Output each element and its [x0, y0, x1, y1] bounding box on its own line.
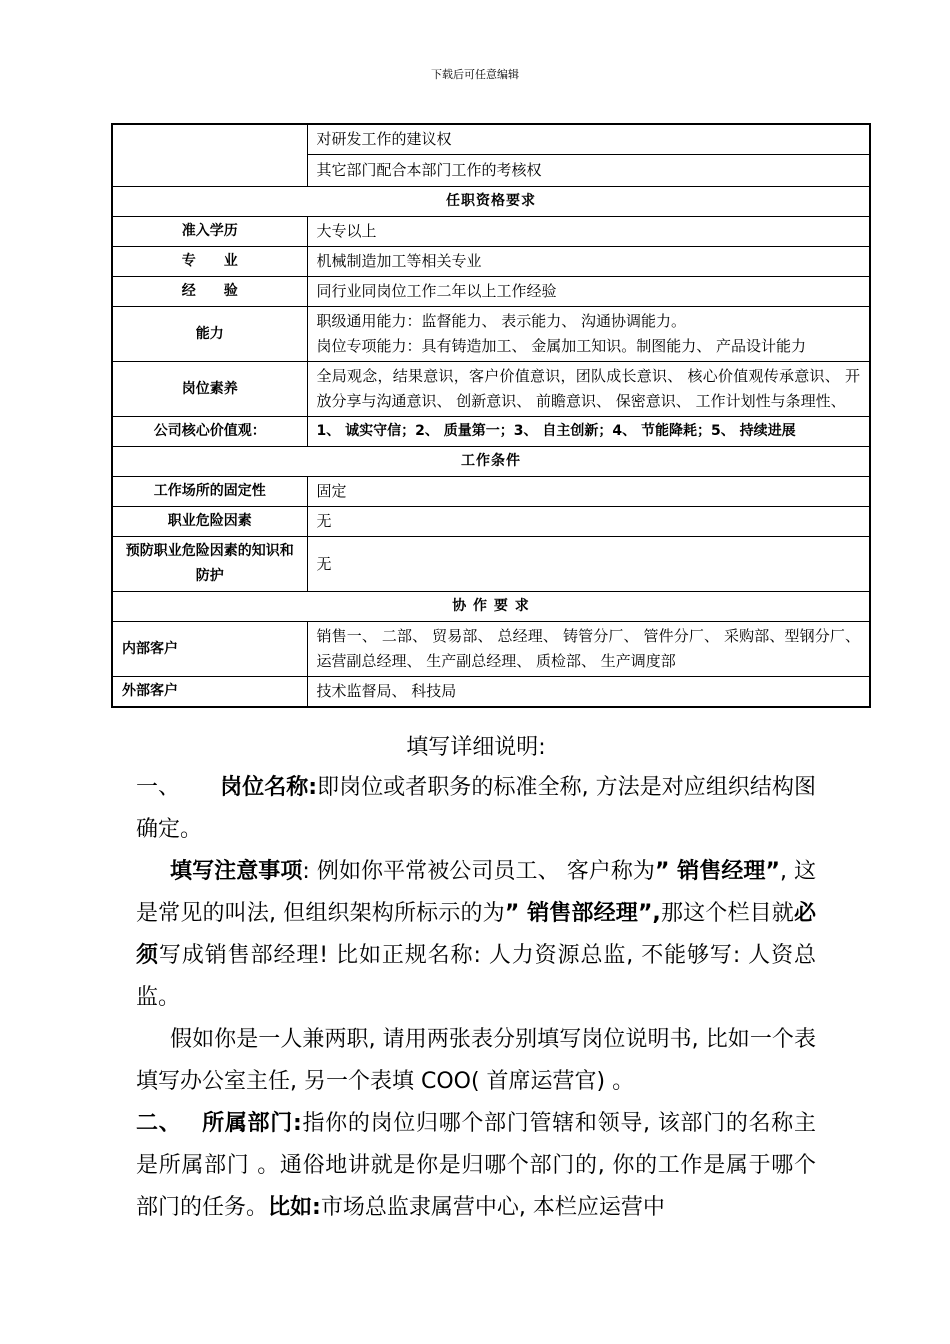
table-row [112, 124, 870, 155]
hazard-label: 职业危险因素 [112, 507, 307, 537]
section-one-text: 即岗位或者职务的标准全称, 方法是对应组织结构图确定。 [136, 775, 816, 842]
external-clients-value: 技术监督局、 科技局 [307, 677, 870, 708]
section-one-number: 一、 [136, 775, 181, 800]
instructions-section [136, 730, 816, 1229]
note-text-b: , 这是常见的叫法, 但组织架构所标示的为 [136, 859, 816, 926]
section-title-conditions: 工作条件 [112, 447, 870, 477]
table-row [112, 277, 870, 307]
major-value: 机械制造加工等相关专业 [307, 247, 870, 277]
literacy-label: 岗位素养 [112, 362, 307, 417]
note-text-c: 那这个栏目就 [660, 901, 794, 926]
section-two-tail: 市场总监隶属营中心, 本栏应运营中 [320, 1195, 665, 1220]
table-row [112, 537, 870, 592]
dual-role-paragraph: 假如你是一人兼两职, 请用两张表分别填写岗位说明书, 比如一个表填写办公室主任, 另一个表填 COO( 首席运营官) 。 [136, 1027, 816, 1094]
experience-value: 同行业同岗位工作二年以上工作经验 [307, 277, 870, 307]
ability-label: 能力 [112, 307, 307, 362]
table-row [112, 307, 870, 362]
table-row [112, 507, 870, 537]
table-row [112, 592, 870, 622]
note-text-d: 写成销售部经理! 比如正规名称: 人力资源总监, 不能够写: 人资总监。 [136, 943, 816, 1010]
section-two-example: 比如: [268, 1195, 321, 1220]
ability-line-specific: 岗位专项能力：具有铸造加工、 金属加工知识。制图能力、 产品设计能力 [316, 337, 807, 355]
ability-value [307, 307, 870, 362]
table-row [112, 417, 870, 447]
core-values-label: 公司核心价值观： [112, 417, 307, 447]
workplace-label: 工作场所的固定性 [112, 477, 307, 507]
page-header: 下载后可任意编辑 [431, 68, 519, 81]
section-title-cooperation: 协 作 要 求 [112, 592, 870, 622]
core-values-value: 1、 诚实守信；2、 质量第一；3、 自主创新；4、 节能降耗；5、 持续进展 [307, 417, 870, 447]
instructions-title: 填写详细说明: [406, 735, 546, 760]
note-quote-sales-manager: ” 销售经理” [655, 859, 780, 884]
note-text-a: : 例如你平常被公司员工、 客户称为 [302, 859, 655, 884]
job-description-table [111, 123, 871, 708]
section-two-number: 二、 [136, 1111, 182, 1136]
table-row [112, 477, 870, 507]
rights-item: 对研发工作的建议权 [307, 124, 870, 155]
hazard-value: 无 [307, 507, 870, 537]
external-clients-label: 外部客户 [112, 677, 307, 708]
section-title-qualifications: 任职资格要求 [112, 187, 870, 217]
section-one-paragraph [136, 767, 816, 851]
education-value: 大专以上 [307, 217, 870, 247]
section-two-heading: 所属部门: [201, 1111, 302, 1136]
literacy-value: 全局观念，结果意识，客户价值意识，团队成长意识、 核心价值观传承意识、 开放分享与沟通意识、 创新意识、 前瞻意识、 保密意识、 工作计划性与条理性、 [307, 362, 870, 417]
table-row [112, 217, 870, 247]
section-one-heading: 岗位名称: [220, 775, 318, 800]
experience-label: 经 验 [112, 277, 307, 307]
rights-item: 其它部门配合本部门工作的考核权 [307, 155, 870, 187]
major-label: 专 业 [112, 247, 307, 277]
section-two-text: 指你的岗位归哪个部门管辖和领导, 该部门的名称主是所属部门 。通俗地讲就是你是归哪个部门的, 你的工作是属于哪个部门的任务。 [136, 1111, 816, 1220]
internal-clients-label: 内部客户 [112, 622, 307, 677]
table-row [112, 362, 870, 417]
table-row [112, 677, 870, 708]
ability-line-general: 职级通用能力：监督能力、 表示能力、 沟通协调能力。 [316, 312, 687, 330]
section-two-paragraph [136, 1103, 816, 1229]
prevention-label: 预防职业危险因素的知识和防护 [112, 537, 307, 592]
table-row [112, 187, 870, 217]
education-label: 准入学历 [112, 217, 307, 247]
internal-clients-value: 销售一、 二部、 贸易部、 总经理、 铸管分厂、 管件分厂、 采购部、型钢分厂、 运营副总经理、 生产副总经理、 质检部、 生产调度部 [307, 622, 870, 677]
table-row [112, 247, 870, 277]
table-row [112, 447, 870, 477]
table-row [112, 622, 870, 677]
prevention-value: 无 [307, 537, 870, 592]
note-paragraph [136, 851, 816, 1019]
note-quote-sales-dept-manager: ” 销售部经理”, [504, 901, 661, 926]
workplace-value: 固定 [307, 477, 870, 507]
rights-label-cell [112, 124, 307, 187]
note-heading: 填写注意事项 [170, 859, 303, 884]
note-must: 必须 [136, 901, 816, 968]
